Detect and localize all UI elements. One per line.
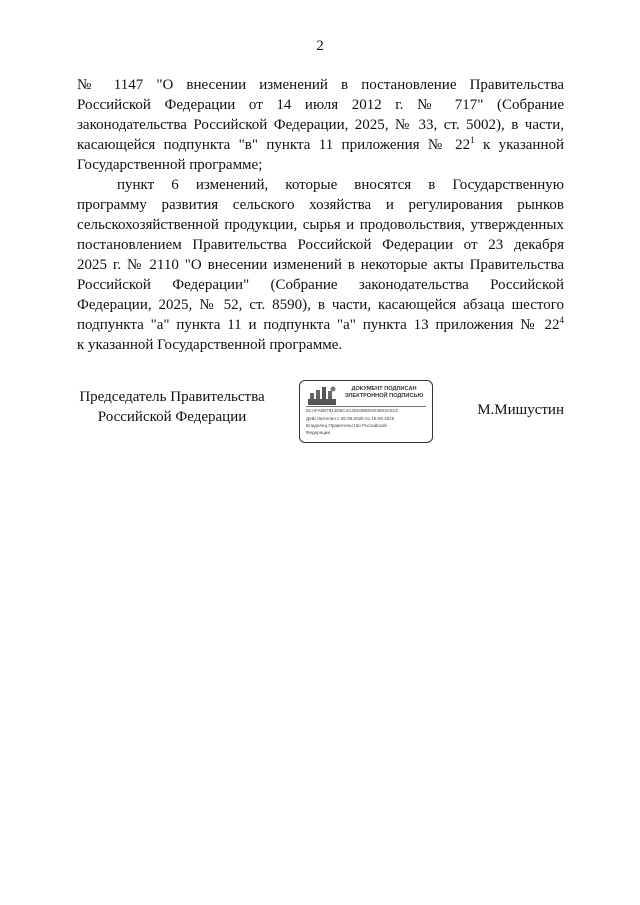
- text-line: пункт 6 изменений, которые вносятся в Государственную: [117, 177, 564, 193]
- signatory-position: [77, 387, 267, 427]
- certificate-owner: Федерации: [306, 430, 331, 435]
- certificate-owner: Владелец Правительство Российской: [306, 423, 387, 428]
- page-number: 2: [316, 38, 324, 54]
- text-line: сельскохозяйственной продукции, сырья и продовольствия, утвержденных: [77, 217, 564, 233]
- certificate-number: 5CAFA6B7812D6C4A2D04BEE604903C813: [306, 408, 398, 413]
- text-line: постановлением Правительства Российской Федерации от 23 декабря: [77, 237, 564, 253]
- text-line: законодательства Российской Федерации, 2025, № 33, ст. 5002), в части,: [77, 117, 564, 133]
- stamp-divider: [306, 406, 426, 407]
- government-emblem-icon: [306, 385, 338, 407]
- text-line: № 1147 "О внесении изменений в постановление Правительства: [77, 77, 564, 93]
- text-line: Федерации, 2025, № 52, ст. 8590), в части, касающейся абзаца шестого: [77, 297, 564, 313]
- text-line: Государственной программе;: [77, 157, 263, 173]
- electronic-signature-stamp: [299, 380, 433, 443]
- text-line: Российской Федерации" (Собрание законодательства Российской: [77, 277, 564, 293]
- position-line: Председатель Правительства: [79, 389, 265, 405]
- text-line: касающейся подпункта "в" пункта 11 приложения № $22^1$ к указанной: [77, 135, 564, 153]
- footnote-ref: 1: [470, 135, 475, 145]
- footnote-ref: 4: [559, 315, 564, 325]
- text-line: 2025 г. № 2110 "О внесении изменений в некоторые акты Правительства: [77, 257, 564, 273]
- text-line: Российской Федерации от 14 июля 2012 г. № 717" (Собрание: [77, 97, 564, 113]
- certificate-validity: Действителен с 26.06.2025 по 19.09.2026: [306, 416, 395, 421]
- text-line: к указанной Государственной программе.: [77, 337, 343, 353]
- position-line: Российской Федерации: [97, 409, 247, 425]
- text-line: программу развития сельского хозяйства и регулирования рынков: [77, 197, 564, 213]
- text-line: подпункта "а" пункта 11 и подпункта "а" пункта 13 приложения № $22^4$: [77, 315, 564, 333]
- signatory-name: М.Мишустин: [477, 402, 564, 418]
- stamp-title: ДОКУМЕНТ ПОДПИСАН ЭЛЕКТРОННОЙ ПОДПИСЬЮ: [344, 386, 424, 399]
